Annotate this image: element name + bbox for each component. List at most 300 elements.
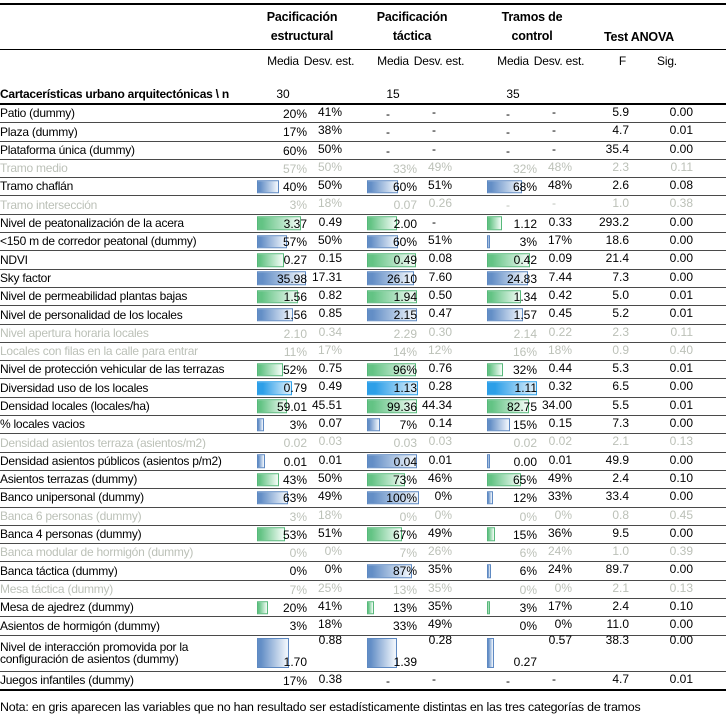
sig-value: 0.01 [669,287,693,302]
media-cell [256,672,310,688]
table-row [0,270,726,288]
media-cell [366,489,420,506]
table-footnote: Nota: en gris aparecen las variables que no han resultado ser estadísticamente distintas en las tres categorías de tramos [0,699,641,714]
media-cell [256,215,310,232]
media-cell [256,233,310,250]
media-value: 35.98 [276,271,307,286]
col-header-desv-3: Desv. est. [533,54,585,68]
media-value: 0.42 [513,253,537,268]
media-cell [486,379,540,396]
sig-value: 0.10 [669,470,693,485]
media-value: 2.00 [393,216,417,231]
table-row [0,288,726,306]
desv-value: - [552,123,556,138]
sample-count-control: 35 [506,86,520,101]
f-value: 21.4 [605,251,629,266]
desv-value: 0.88 [318,632,342,647]
desv-value: 45.51 [311,397,342,412]
col-header-desv-2: Desv. est. [413,54,465,68]
table-row [0,343,726,361]
media-cell [366,105,420,122]
desv-value: 0% [434,489,452,504]
media-cell [486,416,540,433]
desv-value: 49% [427,617,452,632]
f-value: 0.9 [612,342,629,357]
desv-value: - [552,105,556,119]
media-cell [256,581,310,598]
row-label: Nivel de permeabilidad plantas bajas [0,290,188,304]
f-value: 38.3 [605,632,629,647]
row-label: Sky factor [0,271,51,285]
media-value: - [506,125,510,140]
desv-value: 18% [547,342,572,357]
media-value: 87% [392,564,417,579]
media-cell [486,471,540,488]
media-cell [256,306,310,323]
media-value: 15% [512,527,537,542]
row-label: Juegos infantiles (dummy) [0,673,134,687]
row-label: Nivel de peatonalización de la acera [0,217,184,230]
media-value: 82.75 [506,399,537,414]
media-value: 3% [519,601,537,616]
media-value: 12% [512,491,537,506]
media-value: 0.03 [393,436,417,451]
media-cell [486,361,540,378]
table-row [0,160,726,178]
media-cell [366,251,420,268]
media-value: 1.56 [283,289,307,304]
row-label: Banca 6 personas (dummy) [0,509,142,523]
row-label: Locales con filas en la calle para entrar [0,345,198,358]
desv-value: 12% [427,342,452,357]
sig-value: 0.00 [669,233,693,248]
media-cell [256,251,310,268]
f-value: 2.4 [612,599,629,614]
desv-value: 44.34 [421,397,452,412]
sig-value: 0.13 [669,580,693,595]
f-value: 49.9 [605,452,629,467]
desv-value: 0.14 [428,416,452,431]
media-value: 7% [289,582,307,597]
media-value: 2.29 [393,326,417,341]
table-row [0,632,726,673]
media-cell [256,325,310,342]
media-value: 7% [399,546,417,561]
table-row [0,434,726,452]
desv-value: 34.00 [541,397,572,412]
data-bar [487,638,494,668]
media-value: 57% [282,161,307,176]
table-row [0,142,726,160]
f-value: 5.3 [612,361,629,376]
media-value: 0% [289,564,307,579]
f-value: 5.2 [612,306,629,321]
desv-value: - [432,141,436,156]
group-header-pacificacion-estructural: Pacificación estructural [266,10,338,43]
media-cell [366,526,420,543]
desv-value: 35% [427,580,452,595]
desv-value: 0.02 [548,434,572,449]
data-bar [367,638,397,668]
media-cell [366,123,420,140]
row-label: Tramo medio [0,162,68,175]
desv-value: 18% [317,507,342,522]
media-value: - [506,107,510,121]
desv-value: 50% [317,470,342,485]
f-value: 4.7 [612,672,629,687]
table-row [0,306,726,324]
media-value: 0.02 [513,436,537,451]
media-cell [486,599,540,616]
media-cell [486,251,540,268]
media-value: 60% [392,235,417,250]
row-label: Nivel de personalidad de los locales [0,308,183,322]
desv-value: 0.82 [318,287,342,302]
media-value: 1.34 [513,289,537,304]
media-value: 0% [289,546,307,561]
sig-value: 0.39 [669,544,693,559]
media-value: 0% [399,509,417,524]
media-value: 0.02 [283,436,307,451]
media-value: 17% [282,674,307,689]
sig-value: 0.00 [669,379,693,394]
group-header-tramos-de-control: Tramos de control [501,10,563,43]
desv-value: 18% [317,617,342,632]
media-value: 0.27 [283,253,307,268]
desv-value: 17% [317,342,342,357]
desv-value: 0% [324,544,342,559]
media-cell [366,379,420,396]
media-cell [366,215,420,232]
desv-value: 0.30 [428,324,452,339]
media-value: 3% [289,509,307,524]
f-value: 7.3 [612,269,629,284]
row-label: Densidad asientos terraza (asientos/m2) [0,436,206,450]
table-row [0,233,726,251]
media-cell [256,270,310,287]
row-label: Densidad locales (locales/ha) [0,400,150,413]
media-value: 0% [519,509,537,524]
media-cell [486,581,540,598]
desv-value: 0.44 [548,361,572,376]
sig-value: 0.40 [669,342,693,357]
desv-value: 49% [427,525,452,540]
desv-value: 51% [317,525,342,540]
media-cell [256,196,310,213]
media-cell [256,489,310,506]
media-value: 0.07 [393,198,417,213]
media-cell [256,160,310,177]
sig-value: 0.00 [669,525,693,540]
desv-value: 0% [434,507,452,522]
row-label: NDVI [0,253,28,267]
desv-value: 0.03 [318,434,342,449]
desv-value: 0.03 [428,434,452,449]
desv-value: - [552,672,556,687]
media-cell [366,196,420,213]
media-value: 60% [282,143,307,158]
media-cell [486,325,540,342]
media-value: 53% [282,527,307,542]
row-label: Banca modular de hormigón (dummy) [0,546,194,560]
desv-value: 35% [427,599,452,614]
media-cell [486,508,540,525]
media-cell [366,142,420,159]
f-value: 2.3 [612,159,629,174]
media-value: 15% [512,418,537,433]
col-header-sig: Sig. [657,54,677,68]
media-cell [256,288,310,305]
desv-value: 50% [317,141,342,156]
f-value: 2.1 [612,580,629,595]
media-cell [256,544,310,561]
desv-value: 0.38 [318,672,342,687]
f-value: 18.6 [605,233,629,248]
row-label: Tramo chaflán [0,180,74,194]
media-value: 100% [386,491,417,506]
sample-count-estructural: 30 [276,86,290,101]
media-value: 6% [519,546,537,561]
row-label: Plataforma única (dummy) [0,143,135,157]
media-value: 96% [392,363,417,378]
table-row [0,178,726,196]
media-value: 0.00 [513,454,537,469]
media-value: 68% [512,180,537,195]
media-cell [366,398,420,415]
table-row [0,196,726,214]
desv-value: 49% [547,470,572,485]
media-value: 59.01 [276,399,307,414]
media-value: 13% [392,582,417,597]
media-value: 43% [282,472,307,487]
row-label: Mesa de ajedrez (dummy) [0,601,134,615]
media-value: 0.79 [283,381,307,396]
media-cell [486,672,540,688]
media-value: 63% [282,491,307,506]
media-cell [486,544,540,561]
media-cell [256,361,310,378]
table-row [0,398,726,416]
desv-value: 0.07 [318,416,342,431]
media-value: 1.57 [513,308,537,323]
media-value: 33% [392,161,417,176]
desv-value: 0.01 [318,452,342,467]
col-header-media-3: Media [497,54,529,68]
row-label: Nivel de interacción promovida por la configuración de asientos (dummy) [0,640,189,667]
media-value: 26.10 [386,271,417,286]
media-cell [256,508,310,525]
media-value: 3% [289,418,307,433]
media-value: 2.14 [513,326,537,341]
desv-value: 0.57 [548,632,572,647]
desv-value: 50% [317,233,342,248]
media-value: - [386,107,390,121]
col-header-f: F [618,54,626,68]
media-cell [486,636,540,672]
desv-value: 0.75 [318,361,342,376]
desv-value: 0% [554,617,572,632]
media-cell [366,306,420,323]
media-value: 2.15 [393,308,417,323]
desv-value: 0.49 [318,214,342,229]
sig-value: 0.00 [669,269,693,284]
media-cell [366,599,420,616]
media-cell [366,581,420,598]
media-cell [256,434,310,451]
media-value: 3% [519,235,537,250]
media-cell [366,343,420,360]
f-value: 5.9 [612,105,629,119]
media-value: 1.12 [513,216,537,231]
desv-value: 7.60 [428,269,452,284]
media-value: 3% [289,619,307,634]
media-value: 52% [282,363,307,378]
media-cell [486,434,540,451]
media-value: 32% [512,363,537,378]
sig-value: 0.00 [669,105,693,119]
media-value: 16% [512,344,537,359]
f-value: 89.7 [605,562,629,577]
media-cell [366,416,420,433]
f-value: 1.0 [612,196,629,211]
desv-value: 36% [547,525,572,540]
media-value: 24.83 [506,271,537,286]
row-label: Patio (dummy) [0,107,75,121]
f-value: 5.5 [612,397,629,412]
sig-value: 0.00 [669,562,693,577]
media-cell [366,672,420,688]
media-cell [486,398,540,415]
desv-value: 0.33 [548,214,572,229]
desv-value: - [432,672,436,687]
sig-value: 0.00 [669,141,693,156]
desv-value: 0.85 [318,306,342,321]
row-label: Mesa táctica (dummy) [0,582,114,596]
media-cell [366,453,420,470]
sig-value: 0.45 [669,507,693,522]
f-value: 2.3 [612,324,629,339]
f-value: 4.7 [612,123,629,138]
f-value: 35.4 [605,141,629,156]
media-value: 60% [392,180,417,195]
media-cell [366,160,420,177]
desv-value: 35% [427,562,452,577]
desv-value: - [552,141,556,156]
media-cell [486,343,540,360]
media-value: 3.37 [283,216,307,231]
table-row [0,123,726,141]
table-row [0,361,726,379]
media-cell [486,489,540,506]
desv-value: 0.28 [428,632,452,647]
sig-value: 0.11 [670,324,693,339]
f-value: 5.0 [612,287,629,302]
desv-value: 33% [547,489,572,504]
media-cell [486,123,540,140]
desv-value: 51% [427,233,452,248]
sig-value: 0.01 [669,306,693,321]
desv-value: 18% [317,196,342,211]
desv-value: 0.32 [548,379,572,394]
media-cell [486,178,540,195]
media-value: 67% [392,527,417,542]
media-cell [486,562,540,579]
media-value: 14% [392,344,417,359]
media-cell [486,270,540,287]
media-value: - [386,125,390,140]
media-cell [366,636,420,672]
media-cell [486,617,540,634]
sig-value: 0.01 [669,397,693,412]
desv-value: 0.49 [318,379,342,394]
media-value: 0.01 [283,454,307,469]
media-value: 1.11 [514,381,537,396]
media-value: 0.49 [393,253,417,268]
sig-value: 0.01 [669,672,693,687]
media-value: 1.39 [393,655,417,670]
desv-value: 0.15 [548,416,572,431]
row-label: Asientos de hormigón (dummy) [0,619,160,633]
table-row [0,453,726,471]
f-value: 2.1 [612,434,629,449]
desv-value: 48% [547,178,572,193]
media-cell [256,453,310,470]
media-value: 73% [392,472,417,487]
table-row [0,105,726,123]
desv-value: 0.34 [318,324,342,339]
media-cell [486,288,540,305]
table-row [0,581,726,599]
media-cell [366,471,420,488]
f-value: 293.2 [598,214,629,229]
f-value: 9.5 [612,525,629,540]
desv-value: - [432,214,436,229]
media-value: 6% [519,564,537,579]
desv-value: 38% [317,123,342,138]
row-label: Nivel apertura horaria locales [0,326,149,340]
table-row [0,599,726,617]
row-label: Densidad asientos públicos (asientos p/m2) [0,454,222,468]
desv-value: - [552,196,556,211]
desv-value: 41% [317,599,342,614]
media-value: 20% [282,601,307,616]
f-value: 2.4 [612,470,629,485]
desv-value: 0.76 [428,361,452,376]
col-header-media-2: Media [377,54,409,68]
media-value: 7% [399,418,417,433]
desv-value: 0% [554,580,572,595]
table-row [0,526,726,544]
media-cell [256,636,310,672]
f-value: 6.5 [612,379,629,394]
sig-value: 0.00 [669,632,693,647]
desv-value: - [432,123,436,138]
media-value: 0.04 [393,454,417,469]
media-value: 65% [512,472,537,487]
media-value: 2.10 [283,326,307,341]
media-cell [256,343,310,360]
media-value: 57% [282,235,307,250]
table-row [0,489,726,507]
media-value: 1.70 [283,655,307,670]
sig-value: 0.00 [669,489,693,504]
sig-value: 0.00 [669,251,693,266]
media-value: 1.56 [283,308,307,323]
table-row [0,544,726,562]
col-header-desv-1: Desv. est. [303,54,355,68]
desv-value: 0.09 [548,251,572,266]
media-cell [256,562,310,579]
